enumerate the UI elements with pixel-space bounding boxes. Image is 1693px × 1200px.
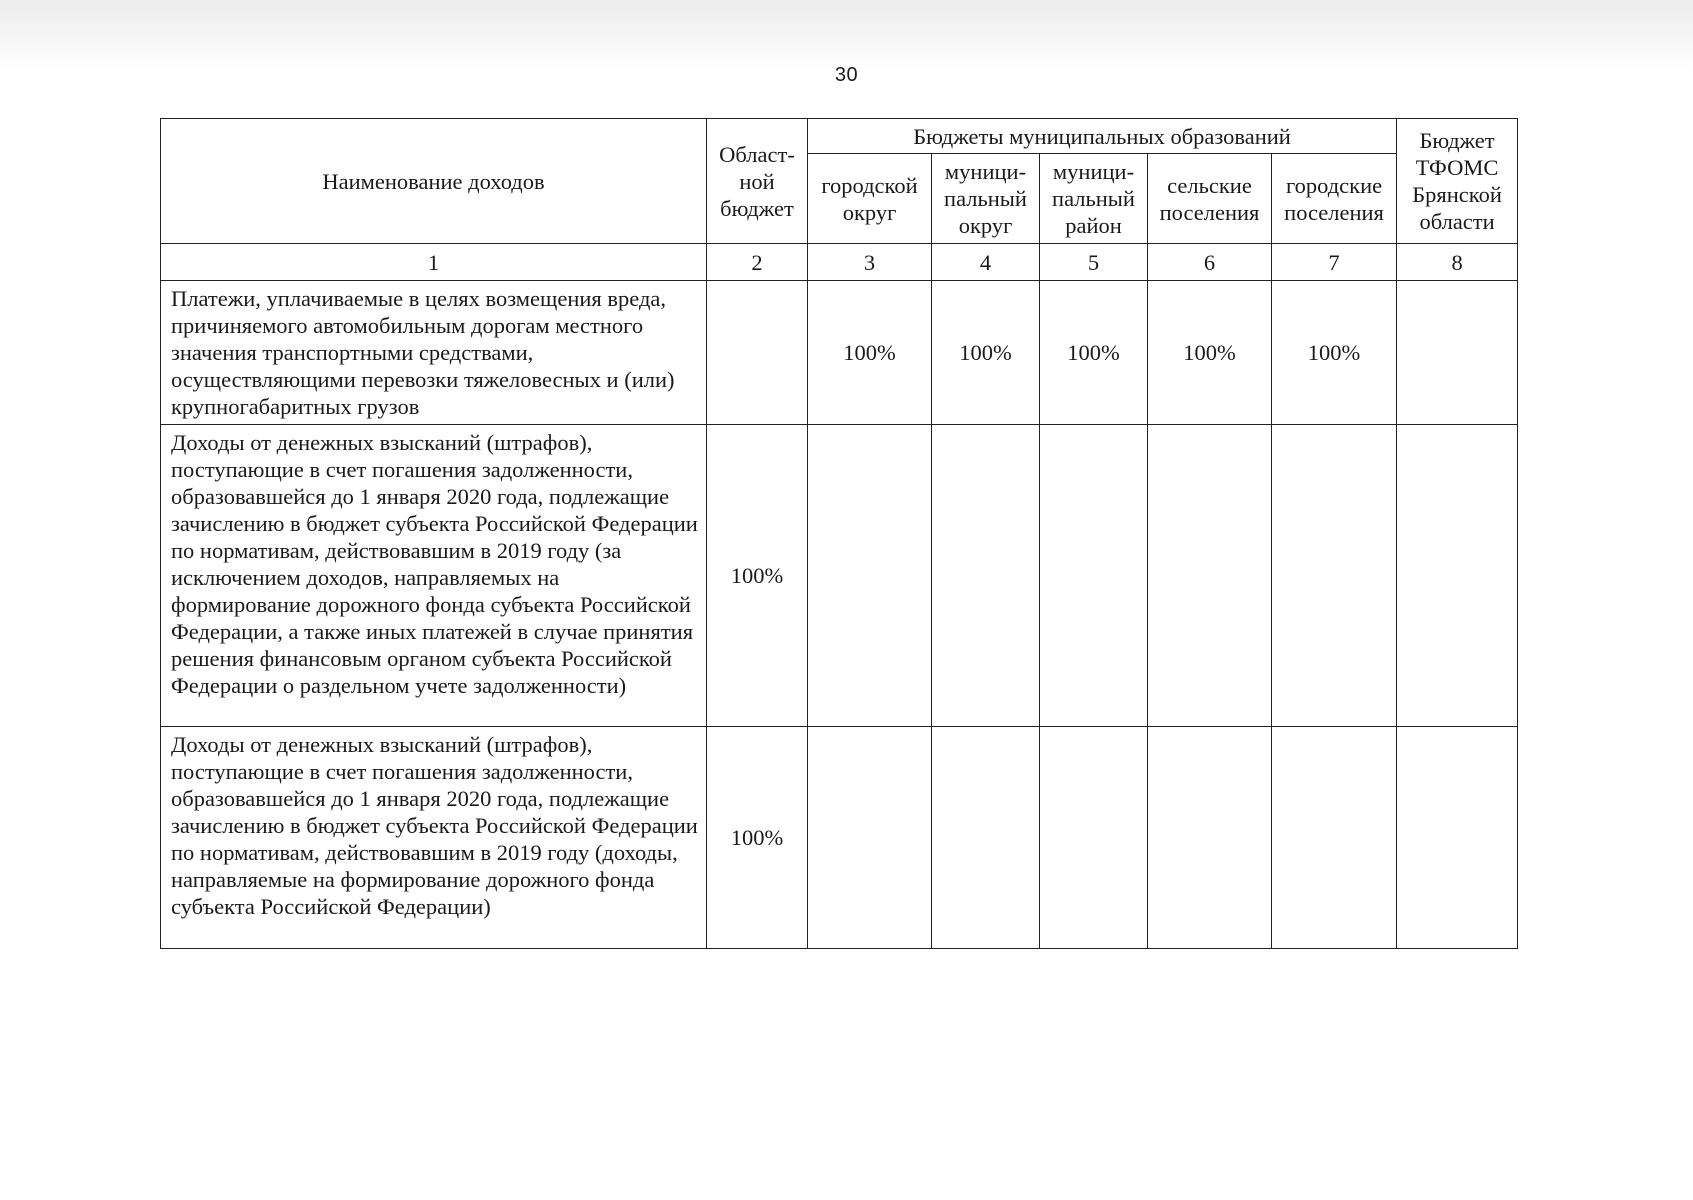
column-number: 7: [1272, 244, 1397, 281]
header-line: округ: [958, 213, 1013, 238]
value-cell: [1040, 727, 1148, 949]
header-tfoms-budget: [1397, 119, 1518, 244]
value-cell: [808, 727, 932, 949]
header-urban-settlements: [1272, 154, 1397, 244]
header-line: поселения: [1159, 199, 1260, 225]
header-line: бюджет: [720, 195, 794, 221]
value-cell: [1148, 727, 1272, 949]
header-line: поселения: [1284, 199, 1384, 225]
value-cell: [1272, 727, 1397, 949]
header-income-name: Наименование доходов: [161, 119, 707, 244]
header-municipal-okrug: [932, 154, 1040, 244]
income-name-cell: Доходы от денежных взысканий (штрафов), поступающие в счет погашения задолженности, образовавшейся до 1 января 2020 года, подлежащие зачислению в бюджет субъекта Российской Федерации по нормативам, действовавшим в 2019 году (доходы, направляемые на формирование дорожного фонда субъекта Российской Федерации): [161, 727, 707, 949]
value-cell: [808, 425, 932, 727]
column-number: 4: [932, 244, 1040, 281]
column-number: 2: [707, 244, 808, 281]
value-cell: [1397, 425, 1518, 727]
value-cell: [1397, 281, 1518, 425]
page-number: 30: [834, 64, 859, 86]
value-cell: [932, 425, 1040, 727]
header-line: Област-: [719, 141, 795, 167]
value-cell: 100%: [932, 281, 1040, 425]
header-line: городской: [821, 172, 918, 198]
value-cell: 100%: [707, 425, 808, 727]
header-city-district: [808, 154, 932, 244]
header-municipal-rayon: [1040, 154, 1148, 244]
header-line: пальный: [944, 186, 1027, 211]
income-name-cell: Платежи, уплачиваемые в целях возмещения вреда, причиняемого автомобильным дорогам местного значения транспортными средствами, осуществляющими перевозки тяжеловесных и (или) крупногабаритных грузов: [161, 281, 707, 425]
header-line: муници-: [1052, 159, 1135, 184]
table-row: [161, 281, 1518, 425]
header-line: Бюджет: [1419, 128, 1495, 153]
column-numbers-row: [161, 244, 1518, 281]
value-cell: 100%: [1272, 281, 1397, 425]
value-cell: 100%: [707, 727, 808, 949]
header-line: район: [1065, 213, 1122, 238]
scan-edge-shading: [0, 0, 1693, 70]
header-line: городские: [1285, 172, 1383, 198]
table-row: [161, 425, 1518, 727]
header-line: пальный: [1052, 186, 1135, 211]
revenue-distribution-table: [160, 118, 1518, 949]
value-cell: [1040, 425, 1148, 727]
header-line: муници-: [944, 159, 1027, 184]
header-line: Брянской: [1412, 182, 1502, 207]
header-line: ТФОМС: [1415, 155, 1499, 180]
header-line: ной: [739, 168, 775, 194]
column-number: 6: [1148, 244, 1272, 281]
value-cell: 100%: [808, 281, 932, 425]
table-row: [161, 727, 1518, 949]
column-number: 5: [1040, 244, 1148, 281]
column-number: 3: [808, 244, 932, 281]
value-cell: 100%: [1040, 281, 1148, 425]
value-cell: [1148, 425, 1272, 727]
column-number: 1: [161, 244, 707, 281]
header-line: округ: [842, 199, 897, 225]
header-row-1: [161, 119, 1518, 154]
header-regional-budget: [707, 119, 808, 244]
header-line: сельские: [1167, 172, 1252, 198]
value-cell: [932, 727, 1040, 949]
header-municipal-budgets: Бюджеты муниципальных образований: [808, 119, 1397, 154]
value-cell: [707, 281, 808, 425]
income-name-cell: Доходы от денежных взысканий (штрафов), поступающие в счет погашения задолженности, образовавшейся до 1 января 2020 года, подлежащие зачислению в бюджет субъекта Российской Федерации по нормативам, действовавшим в 2019 году (за исключением доходов, направляемых на формирование дорожного фонда субъекта Российской Федерации, а также иных платежей в случае принятия решения финансовым органом субъекта Российской Федерации о раздельном учете задолженности): [161, 425, 707, 727]
header-rural-settlements: [1148, 154, 1272, 244]
value-cell: 100%: [1148, 281, 1272, 425]
value-cell: [1397, 727, 1518, 949]
header-line: области: [1419, 209, 1495, 234]
value-cell: [1272, 425, 1397, 727]
column-number: 8: [1397, 244, 1518, 281]
